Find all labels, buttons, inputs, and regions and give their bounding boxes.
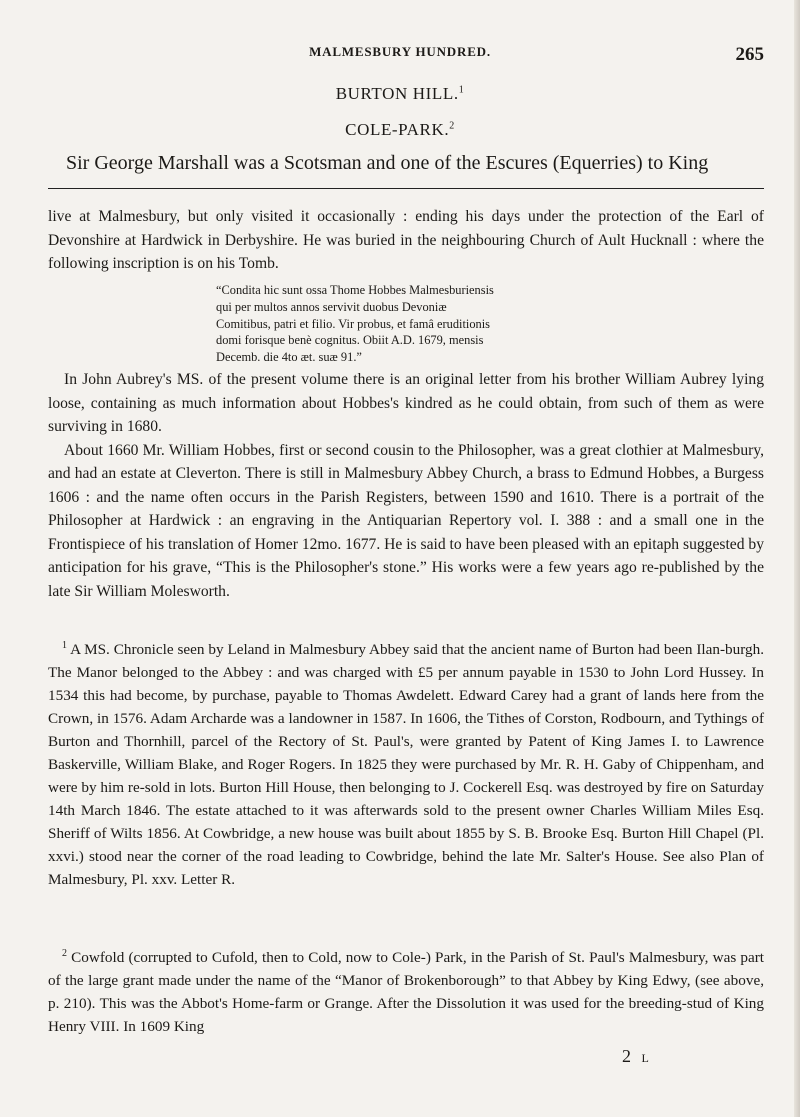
heading-cole-park-text: COLE-PARK. [345,120,450,139]
main-paragraphs [48,368,764,603]
heading-cole-park-note: 2 [449,120,455,132]
footnote-1-paragraph [48,634,764,891]
section-divider [48,188,764,189]
cole-park-intro-line: Sir George Marshall was a Scotsman and one of the Escures (Equerries) to King [66,152,709,174]
heading-burton-hill [0,84,800,104]
clothier-paragraph: About 1660 Mr. William Hobbes, first or second cousin to the Philosopher, was a great clothier at Malmesbury, and had an estate at Cleverton. There is still in Malmesbury Abbey Church, a brass to Edmund Hobbes, a Burgess 1606 : and the name often occurs in the Parish Registers, between 1590 and 1610. There is a portrait of the Philosopher at Hardwick : an engraving in the Antiquarian Repertory vol. I. 388 : and a small one in the Frontispiece of his translation of Homer 12mo. 1677. He is said to have been pleased with an epitaph suggested by anticipation for his grave, “This is the Philosopher's stone.” His works were a few years ago re-published by the late Sir William Molesworth. [48,441,764,600]
inscription-line: Decemb. die 4to æt. suæ 91.” [216,350,362,365]
inscription-line: “Condita hic sunt ossa Thome Hobbes Malmesburiensis [216,283,494,297]
page-edge-shadow [794,0,800,1117]
running-head: MALMESBURY HUNDRED. [309,44,491,59]
hobbes-paragraph [48,205,764,276]
inscription-line: qui per multos annos servivit duobus Devoniæ [216,299,447,314]
footnote-2-mark: 2 [62,948,67,959]
footnote-2-paragraph [48,942,764,1038]
footnote-1-text: A MS. Chronicle seen by Leland in Malmesbury Abbey said that the ancient name of Burton had been Ilan-burgh. The Manor belonged to the Abbey : and was charged with £5 per annum payable in 1530 to John Lord Hussey. In 1534 this had become, by purchase, payable to Thomas Awdelett. Edward Carey had a grant of lands here from the Crown, in 1576. Adam Archarde was a landowner in 1587. In 1606, the Tithes of Corston, Rodbourn, and Tythings of Burton and Thornhill, parcel of the Rectory of St. Paul's, were granted by Patent of King James I. to Lawrence Baskerville, William Blake, and Roger Rogers. In 1825 they were purchased by Mr. R. H. Gaby of Chippenham, and were by him re-sold in lots. Burton Hill House, then belonging to J. Cockerell Esq. was destroyed by fire on Saturday 14th March 1846. The estate attached to it was afterwards sold to the present owner Charles William Miles Esq. Sheriff of Wilts 1856. At Cowbridge, a new house was built about 1855 by S. B. Brooke Esq. Burton Hill Chapel (Pl. xxvi.) stood near the corner of the road leading to Cowbridge, behind the late Mr. Salter's House. See also Plan of Malmesbury, Pl. xxv. Letter R. [48,641,764,889]
signature-mark [622,1046,652,1067]
heading-cole-park [0,120,800,140]
signature-letter: L [641,1051,652,1065]
footnote-2-text: Cowfold (corrupted to Cufold, then to Cold, now to Cole-) Park, in the Parish of St. Paul's Malmesbury, was part of the large grant made under the name of the “Manor of Brokenborough” to that Abbey by King Edwy, (see above, p. 210). This was the Abbot's Home-farm or Grange. After the Dissolution it was used for the breeding-stud of King Henry VIII. In 1609 King [48,949,765,1036]
footnote-1-mark: 1 [62,640,67,651]
page-number: 265 [735,44,764,65]
inscription-line: domi forisque benè cognitus. Obiit A.D. 1679, mensis [216,333,484,348]
footnote-2 [48,942,764,1038]
hobbes-paragraph-text: live at Malmesbury, but only visited it occasionally : ending his days under the protection of the Earl of Devonshire at Hardwick in Derbyshire. He was buried in the neighbouring Church of Ault Hucknall : where the following inscription is on his Tomb. [48,208,764,272]
aubrey-paragraph: In John Aubrey's MS. of the present volume there is an original letter from his brother William Aubrey lying loose, containing as much information about Hobbes's kindred as he could obtain, from such of them as were surviving in 1680. [48,371,764,435]
inscription-line: Comitibus, patri et filio. Vir probus, et famâ eruditionis [216,316,490,331]
footnote-1 [48,634,764,891]
heading-burton-hill-text: BURTON HILL. [335,84,459,103]
tomb-inscription [216,282,686,366]
signature-number: 2 [622,1046,634,1066]
heading-burton-hill-note: 1 [458,84,465,96]
